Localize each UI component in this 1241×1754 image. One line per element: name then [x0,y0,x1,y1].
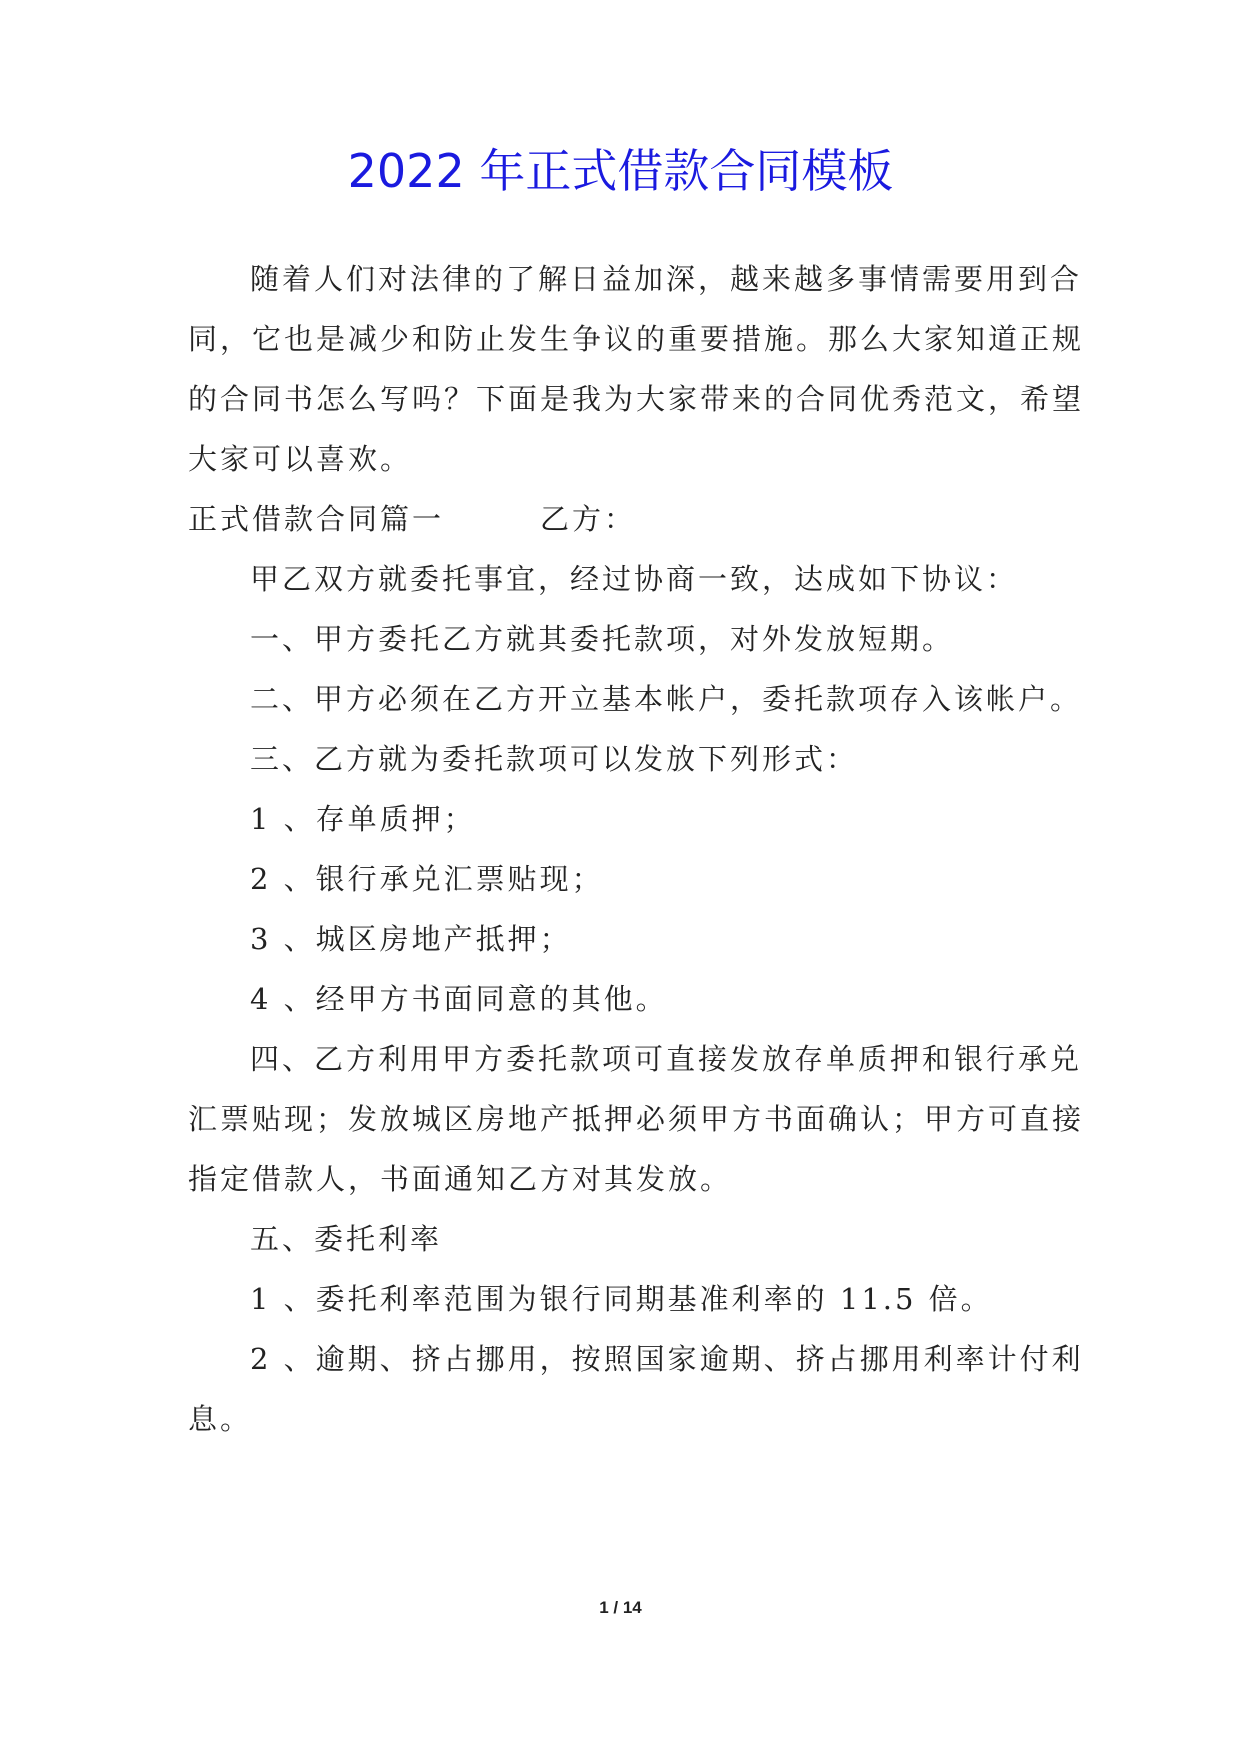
paragraph-line: 甲乙双方就委托事宜，经过协商一致，达成如下协议： [250,562,1019,596]
paragraph-line: 息。 [188,1402,253,1436]
paragraph-line: 的合同书怎么写吗？下面是我为大家带来的合同优秀范文，希望 [188,382,1085,416]
paragraph-line: 汇票贴现；发放城区房地产抵押必须甲方书面确认；甲方可直接 [188,1102,1085,1136]
clause-line: 一、甲方委托乙方就其委托款项，对外发放短期。 [250,622,955,656]
paragraph-line: 大家可以喜欢。 [188,442,413,476]
paragraph-line: 随着人们对法律的了解日益加深，越来越多事情需要用到合 [250,262,1083,296]
section-heading: 正式借款合同篇一 乙方： [188,502,637,536]
list-item: 1 、委托利率范围为银行同期基准利率的 11.5 倍。 [250,1282,993,1316]
list-item: 2 、银行承兑汇票贴现； [250,862,604,896]
list-item: 4 、经甲方书面同意的其他。 [250,982,668,1016]
paragraph-line: 同，它也是减少和防止发生争议的重要措施。那么大家知道正规 [188,322,1085,356]
list-item: 3 、城区房地产抵押； [250,922,572,956]
list-item: 1 、存单质押； [250,802,476,836]
clause-line: 三、乙方就为委托款项可以发放下列形式： [250,742,859,776]
paragraph-line: 指定借款人，书面通知乙方对其发放。 [188,1162,733,1196]
clause-line: 四、乙方利用甲方委托款项可直接发放存单质押和银行承兑 [250,1042,1083,1076]
page-number: 1 / 14 [599,1598,642,1617]
document-title: 2022 年正式借款合同模板 [347,144,894,198]
list-item: 2 、逾期、挤占挪用，按照国家逾期、挤占挪用利率计付利 [250,1342,1084,1376]
clause-line: 五、委托利率 [250,1222,443,1256]
clause-line: 二、甲方必须在乙方开立基本帐户，委托款项存入该帐户。 [250,682,1083,716]
